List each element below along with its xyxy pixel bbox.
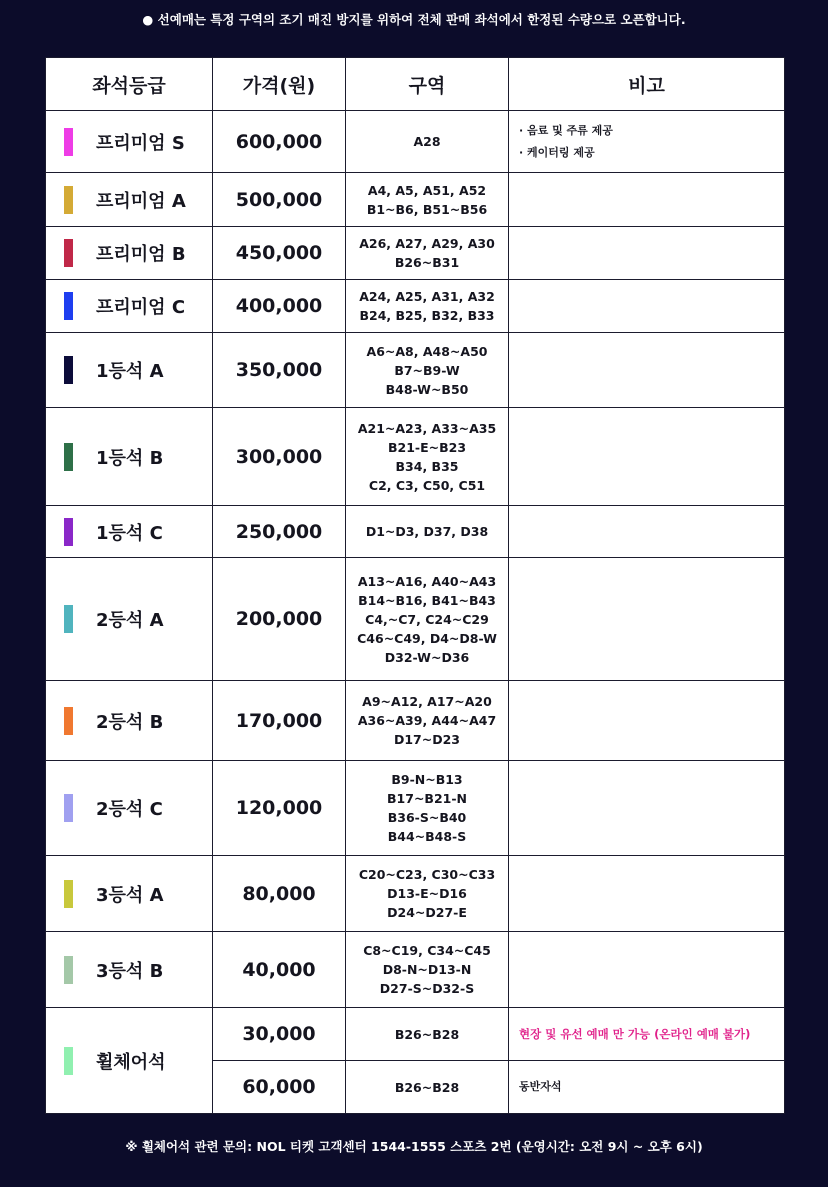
grade-cell — [46, 506, 213, 558]
grade-color-swatch — [64, 518, 73, 546]
zone-line: B44~B48-S — [387, 829, 467, 844]
zone-line: B34, B35 — [395, 458, 459, 474]
grade-cell — [46, 558, 213, 681]
table-row — [46, 856, 785, 932]
zone-cell — [346, 1008, 509, 1061]
note-cell — [509, 333, 785, 408]
grade-cell — [46, 333, 213, 408]
grade-label: 1등석 C — [96, 522, 163, 544]
zone-cell — [346, 408, 509, 506]
grade-cell — [46, 681, 213, 761]
grade-cell — [46, 856, 213, 932]
table-row — [46, 506, 785, 558]
grade-color-swatch — [64, 443, 73, 471]
note-cell — [509, 558, 785, 681]
wheelchair-row — [46, 1008, 785, 1061]
zone-line: A21~A23, A33~A35 — [357, 420, 497, 436]
zone-line: B24, B25, B32, B33 — [359, 308, 495, 323]
price-cell: 40,000 — [213, 932, 346, 1008]
zone-cell — [346, 558, 509, 681]
grade-cell — [46, 280, 213, 333]
zone-line: A6~A8, A48~A50 — [366, 343, 488, 359]
zone-cell — [346, 173, 509, 227]
zone-line: C8~C19, C34~C45 — [363, 943, 491, 958]
grade-label: 프리미엄 S — [96, 132, 185, 154]
note-cell: 현장 및 유선 예매 만 가능 (온라인 예매 불가) — [509, 1008, 785, 1061]
zone-line: D8-N~D13-N — [382, 962, 472, 977]
note-cell — [509, 408, 785, 506]
note-cell — [509, 506, 785, 558]
grade-color-swatch — [64, 605, 73, 633]
price-cell: 450,000 — [213, 227, 346, 280]
wheelchair-inquiry-notice: ※ 휠체어석 관련 문의: NOL 티켓 고객센터 1544-1555 스포츠 2번 (운영시간: 오전 9시 ~ 오후 6시) — [125, 1139, 703, 1154]
zone-cell — [346, 1061, 509, 1114]
table-row — [46, 173, 785, 227]
note-cell — [509, 173, 785, 227]
zone-line: B21-E~B23 — [387, 439, 467, 455]
price-cell: 30,000 — [213, 1008, 346, 1061]
note-line: · 케이터링 제공 — [519, 145, 595, 159]
seat-price-table — [45, 57, 785, 1114]
grade-cell — [46, 227, 213, 280]
zone-line: B14~B16, B41~B43 — [358, 592, 496, 608]
table-body — [46, 111, 785, 1114]
grade-label: 2등석 A — [96, 610, 164, 631]
grade-cell — [46, 408, 213, 506]
price-cell: 300,000 — [213, 408, 346, 506]
zone-line: B1~B6, B51~B56 — [366, 201, 488, 217]
grade-label: 프리미엄 B — [96, 244, 186, 265]
zone-cell — [346, 761, 509, 856]
table-header-row — [46, 58, 785, 111]
zone-line: D13-E~D16 — [387, 886, 467, 901]
zone-line: C46~C49, D4~D8-W — [357, 630, 497, 646]
zone-line: B36-S~B40 — [387, 810, 467, 825]
grade-color-swatch — [64, 956, 73, 984]
note-cell — [509, 227, 785, 280]
zone-line: B7~B9-W — [394, 362, 460, 378]
grade-color-swatch — [64, 707, 73, 735]
zone-line: B26~B28 — [394, 1079, 460, 1095]
zone-line: A26, A27, A29, A30 — [359, 236, 495, 251]
price-cell: 600,000 — [213, 111, 346, 173]
header-zone: 구역 — [346, 58, 509, 111]
zone-line: C4,~C7, C24~C29 — [365, 611, 489, 627]
zone-line: A24, A25, A31, A32 — [359, 289, 495, 304]
grade-cell — [46, 761, 213, 856]
grade-label: 1등석 A — [96, 361, 164, 382]
price-cell: 400,000 — [213, 280, 346, 333]
table-row — [46, 558, 785, 681]
price-cell: 500,000 — [213, 173, 346, 227]
grade-color-swatch — [64, 1047, 73, 1075]
grade-label: 3등석 B — [96, 960, 164, 982]
zone-line: A28 — [413, 134, 441, 149]
table-row — [46, 932, 785, 1008]
zone-cell — [346, 227, 509, 280]
zone-line: C2, C3, C50, C51 — [368, 477, 486, 493]
zone-line: A9~A12, A17~A20 — [362, 694, 492, 709]
header-grade: 좌석등급 — [46, 58, 213, 111]
zone-line: B9-N~B13 — [391, 772, 463, 787]
zone-line: B26~B28 — [394, 1026, 460, 1042]
table-row — [46, 333, 785, 408]
zone-line: D24~D27-E — [387, 905, 467, 920]
zone-line: A4, A5, A51, A52 — [367, 182, 487, 198]
note-cell: 동반자석 — [509, 1061, 785, 1114]
zone-line: B17~B21-N — [387, 791, 467, 806]
header-note: 비고 — [509, 58, 785, 111]
table-row — [46, 681, 785, 761]
zone-cell — [346, 111, 509, 173]
note-cell — [509, 111, 785, 173]
price-cell: 170,000 — [213, 681, 346, 761]
zone-line: D32-W~D36 — [384, 649, 470, 665]
grade-color-swatch — [64, 292, 73, 320]
note-cell — [509, 280, 785, 333]
grade-cell — [46, 111, 213, 173]
grade-color-swatch — [64, 794, 73, 822]
zone-cell — [346, 506, 509, 558]
grade-label: 1등석 B — [96, 447, 164, 469]
grade-label: 3등석 A — [96, 884, 164, 906]
grade-label: 프리미엄 A — [96, 190, 186, 212]
note-cell — [509, 932, 785, 1008]
grade-color-swatch — [64, 128, 73, 156]
zone-line: C20~C23, C30~C33 — [358, 867, 496, 882]
zone-cell — [346, 681, 509, 761]
note-line: · 음료 및 주류 제공 — [519, 123, 613, 137]
price-cell: 200,000 — [213, 558, 346, 681]
header-price: 가격(원) — [213, 58, 346, 111]
zone-line: A36~A39, A44~A47 — [357, 713, 497, 728]
zone-line: A13~A16, A40~A43 — [357, 573, 497, 589]
zone-cell — [346, 932, 509, 1008]
note-cell — [509, 681, 785, 761]
price-cell: 120,000 — [213, 761, 346, 856]
table-row — [46, 227, 785, 280]
table-row — [46, 761, 785, 856]
grade-cell — [46, 173, 213, 227]
table-row — [46, 280, 785, 333]
price-cell: 350,000 — [213, 333, 346, 408]
grade-color-swatch — [64, 239, 73, 267]
price-cell: 80,000 — [213, 856, 346, 932]
zone-cell — [346, 280, 509, 333]
wheelchair-grade-cell — [46, 1008, 213, 1114]
grade-label: 2등석 C — [96, 799, 163, 820]
price-cell: 60,000 — [213, 1061, 346, 1114]
zone-line: D17~D23 — [393, 732, 460, 747]
note-cell — [509, 761, 785, 856]
grade-label: 프리미엄 C — [96, 297, 186, 318]
zone-cell — [346, 856, 509, 932]
grade-color-swatch — [64, 186, 73, 214]
presale-notice: ● 선예매는 특정 구역의 조기 매진 방지를 위하여 전체 판매 좌석에서 한정된 수량으로 오픈합니다. — [142, 12, 686, 27]
price-cell: 250,000 — [213, 506, 346, 558]
note-cell — [509, 856, 785, 932]
grade-color-swatch — [64, 356, 73, 384]
table-row — [46, 111, 785, 173]
zone-cell — [346, 333, 509, 408]
table-row — [46, 408, 785, 506]
zone-line: B26~B31 — [394, 255, 460, 270]
grade-cell — [46, 932, 213, 1008]
grade-color-swatch — [64, 880, 73, 908]
zone-line: B48-W~B50 — [385, 381, 469, 397]
grade-label: 휠체어석 — [96, 1051, 166, 1073]
zone-line: D27-S~D32-S — [379, 981, 475, 996]
zone-line: D1~D3, D37, D38 — [365, 524, 489, 539]
grade-label: 2등석 B — [96, 711, 164, 733]
